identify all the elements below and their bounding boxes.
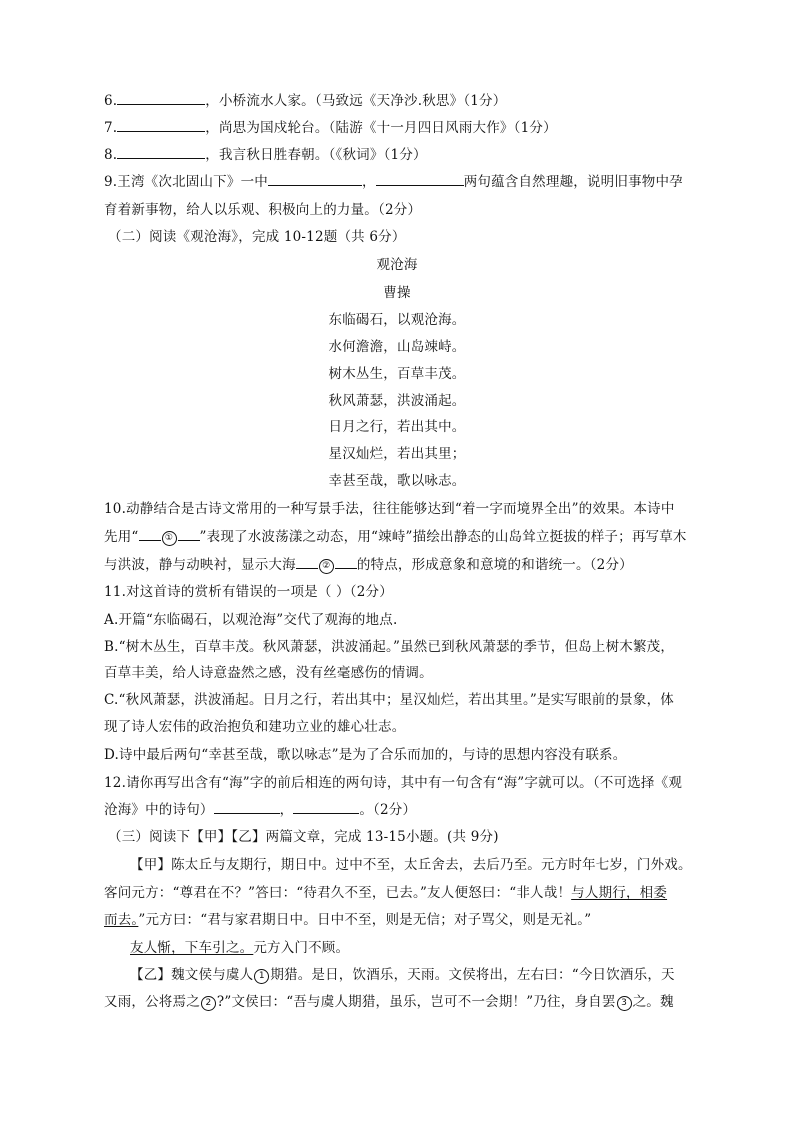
option-d: D.诗中最后两句“幸甚至哉，歌以咏志”是为了合乐而加的，与诗的思想内容没有联系。 [104,747,627,763]
answer-blank[interactable] [178,528,200,541]
answer-blank[interactable] [296,556,318,569]
passage-yi-line2 [104,993,698,1011]
question-12: 12.请你再写出含有“海”字的前后相连的两句诗，其中有一句含有“海”字就可以。（不可选择《观 [104,775,683,791]
question-text: ，尚思为国戍轮台。（陆游《十一月四日风雨大作》（1分） [205,120,557,136]
poem-line: 秋风萧瑟，洪波涌起。 [328,393,466,409]
option-b: B.“树木丛生，百草丰茂。秋风萧瑟，洪波涌起。”虽然已到秋风萧瑟的季节，但岛上树木繁茂， [104,639,675,655]
passage-text: ?”文侯曰：“吾与虞人期猎，虽乐，岂可不一会期！”乃往，身自罢 [216,994,616,1010]
underlined-sentence: 友人惭，下车引之。 [130,940,254,956]
question-8 [104,146,698,164]
answer-blank[interactable] [268,173,362,186]
circled-number-1: ① [162,531,177,546]
passage-jia-line1: 【甲】陈太丘与友期行，期日中。过中不至，太丘舍去，去后乃至。元方时年七岁，门外戏。 [130,857,692,873]
answer-blank[interactable] [117,119,205,132]
question-6 [104,92,698,110]
question-9 [104,173,698,191]
section-3-heading: （三）阅读下【甲】【乙】两篇文章，完成 13-15小题。(共 9分) [108,829,499,845]
question-9-line2: 育着新事物，给人以乐观、积极向上的力量。（2分） [104,202,422,218]
passage-text: 元方入门不顾。 [253,940,350,956]
section-2-heading: （二）阅读《观沧海》，完成 10-12题（共 6分） [108,229,406,245]
comma: ， [279,802,294,818]
poem-author: 曹操 [383,285,411,301]
question-text: ，我言秋日胜春朝。（《秋词》（1分） [205,147,427,163]
passage-text: ”元方曰：“君与家君期日中。日中不至，则是无信；对子骂父，则是无礼。” [138,912,592,928]
passage-text: 【乙】魏文侯与虞人 [130,967,254,983]
question-text: 沧海》中的诗句） [104,802,214,818]
poem-line: 日月之行，若出其中。 [328,419,466,435]
question-10-line3 [104,556,698,574]
question-text: 与洪波，静与动映衬，显示大海 [104,557,296,573]
question-text: 。（2分） [359,802,417,818]
question-7 [104,119,698,137]
answer-blank[interactable] [376,173,464,186]
answer-blank[interactable] [293,801,359,814]
passage-text: 又雨，公将焉之 [104,994,200,1010]
question-text: 先用“ [104,529,139,545]
comma: ， [361,174,376,190]
circled-number-2: 2 [201,996,216,1011]
poem-title: 观沧海 [376,257,418,273]
answer-blank[interactable] [117,146,205,159]
passage-text: 客问元方：“尊君在不？”答曰：“待君久不至，已去。”友人便怒曰：“非人哉！ [104,885,572,901]
option-c-line2: 现了诗人宏伟的政治抱负和建功立业的雄心壮志。 [104,719,406,735]
answer-blank[interactable] [139,528,161,541]
question-11: 11.对这首诗的赏析有错误的一项是（ ）（2分） [104,584,393,600]
passage-jia-line2 [104,884,698,902]
poem-line: 幸甚至哉，歌以咏志。 [328,473,466,489]
option-c: C.“秋风萧瑟，洪波涌起。日月之行，若出其中；星汉灿烂，若出其里。”是实写眼前的景象，体 [104,692,674,708]
passage-jia-line4 [130,939,724,957]
poem-line: 树木丛生，百草丰茂。 [328,366,466,382]
circled-number-1: 1 [254,969,269,984]
question-number: 8. [104,147,118,163]
question-10: 10.动静结合是古诗文常用的一种写景手法，往往能够达到“着一字而境界全出”的效果。本诗中 [104,501,675,517]
answer-blank[interactable] [335,556,357,569]
question-12-line2 [104,801,698,819]
question-text: 9.王湾《次北固山下》一中 [104,174,268,190]
option-a: A.开篇“东临碣石，以观沧海”交代了观海的地点. [104,612,398,628]
question-number: 7. [104,120,118,136]
passage-text: 之。魏 [632,994,674,1010]
underlined-sentence: 与人期行，相委 [571,885,668,901]
question-10-line2 [104,528,698,546]
question-text: ”表现了水波荡漾之动态，用“竦峙”描绘出静态的山岛耸立挺拔的样子；再写草木 [199,529,687,545]
poem-line: 星汉灿烂，若出其里； [328,446,466,462]
circled-number-2: ② [319,559,334,574]
question-text: ，小桥流水人家。（马致远《天净沙.秋思》（1分） [205,93,507,109]
circled-number-3: 3 [617,996,632,1011]
question-number: 6. [104,93,118,109]
option-b-line2: 百草丰美，给人诗意盎然之感，没有丝毫感伤的情调。 [104,665,433,681]
question-text: 两句蕴含自然理趣，说明旧事物中孕 [463,174,683,190]
passage-yi-line1 [130,966,724,984]
poem-line: 水何澹澹，山岛竦峙。 [328,339,466,355]
answer-blank[interactable] [214,801,280,814]
poem-line: 东临碣石，以观沧海。 [328,312,466,328]
question-text: 的特点，形成意象和意境的和谐统一。（2分） [356,557,633,573]
answer-blank[interactable] [117,92,205,105]
passage-text: 期猎。是日，饮酒乐，天雨。文侯将出，左右曰：“今日饮酒乐，天 [270,967,675,983]
underlined-sentence: 而去。 [104,912,139,928]
passage-jia-line3 [104,911,698,929]
